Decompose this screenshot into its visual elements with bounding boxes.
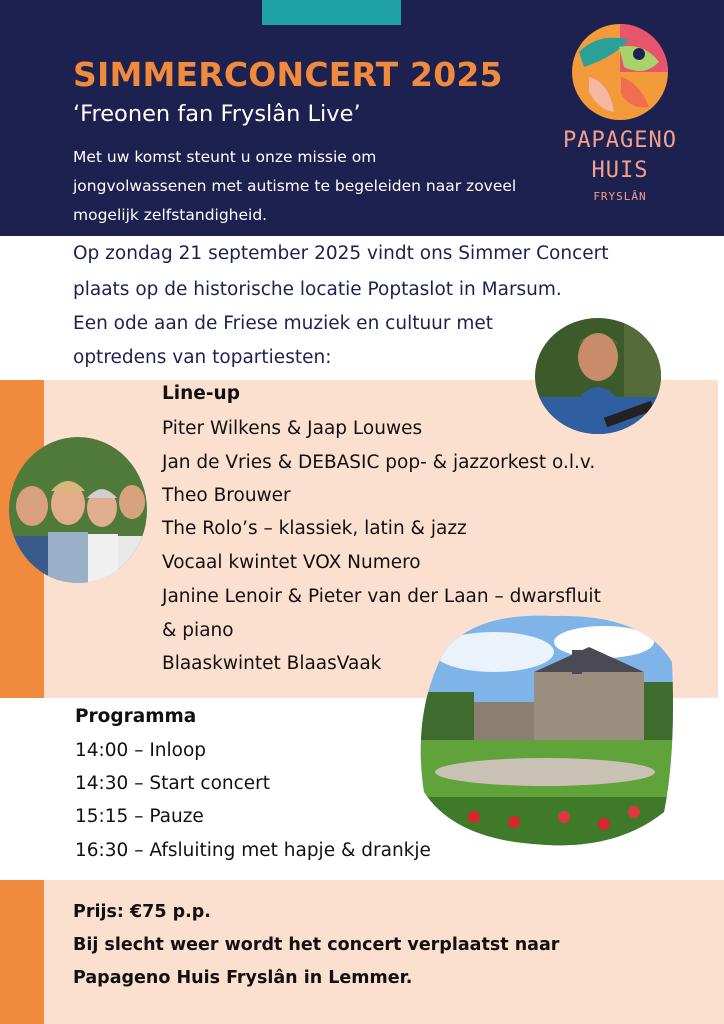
mission-line: jongvolwassenen met autisme te begeleiden naar zoveel <box>73 177 517 195</box>
mission-line: Met uw komst steunt u onze missie om <box>73 148 377 166</box>
teal-accent-bar <box>262 0 401 25</box>
mission-line: mogelijk zelfstandigheid. <box>73 206 268 224</box>
lineup-heading: Line-up <box>162 383 240 404</box>
programma-item: 15:15 – Pauze <box>75 806 204 827</box>
castle-photo <box>414 612 676 848</box>
intro-line: Op zondag 21 september 2025 vindt ons Simmer Concert <box>73 243 609 264</box>
programma-heading: Programma <box>75 706 197 727</box>
parrot-logo-icon <box>559 22 681 122</box>
page-title: SIMMERCONCERT 2025 <box>73 55 503 94</box>
weather-note-line: Bij slecht weer wordt het concert verplaatst naar <box>73 935 560 955</box>
logo-line2: HUIS <box>591 158 649 183</box>
weather-note-line: Papageno Huis Fryslân in Lemmer. <box>73 968 413 988</box>
footer-accent-bar <box>0 880 44 1024</box>
logo-line3: FRYSLÂN <box>593 190 647 203</box>
lineup-item: Jan de Vries & DEBASIC pop- & jazzorkest o.l.v. <box>162 452 596 473</box>
lineup-item: Vocaal kwintet VOX Numero <box>162 552 421 573</box>
intro-line: Een ode aan de Friese muziek en cultuur met <box>73 313 494 334</box>
artist-photo <box>534 317 662 435</box>
price-text: Prijs: €75 p.p. <box>73 902 211 922</box>
lineup-item: & piano <box>162 620 234 641</box>
lineup-item: Theo Brouwer <box>162 485 291 506</box>
programma-item: 14:00 – Inloop <box>75 740 207 761</box>
lineup-item: Blaaskwintet BlaasVaak <box>162 653 382 674</box>
lineup-item: The Rolo’s – klassiek, latin & jazz <box>162 518 467 539</box>
programma-item: 14:30 – Start concert <box>75 773 271 794</box>
group-photo <box>8 436 148 584</box>
page-subtitle: ‘Freonen fan Fryslân Live’ <box>73 101 361 127</box>
programma-item: 16:30 – Afsluiting met hapje & drankje <box>75 840 431 861</box>
lineup-item: Janine Lenoir & Pieter van der Laan – dwarsfluit <box>162 586 601 607</box>
intro-line: plaats op de historische locatie Poptaslot in Marsum. <box>73 279 562 300</box>
lineup-item: Piter Wilkens & Jaap Louwes <box>162 418 423 439</box>
logo-line1: PAPAGENO <box>563 128 677 153</box>
papageno-logo <box>559 22 681 212</box>
intro-line: optredens van topartiesten: <box>73 347 332 368</box>
